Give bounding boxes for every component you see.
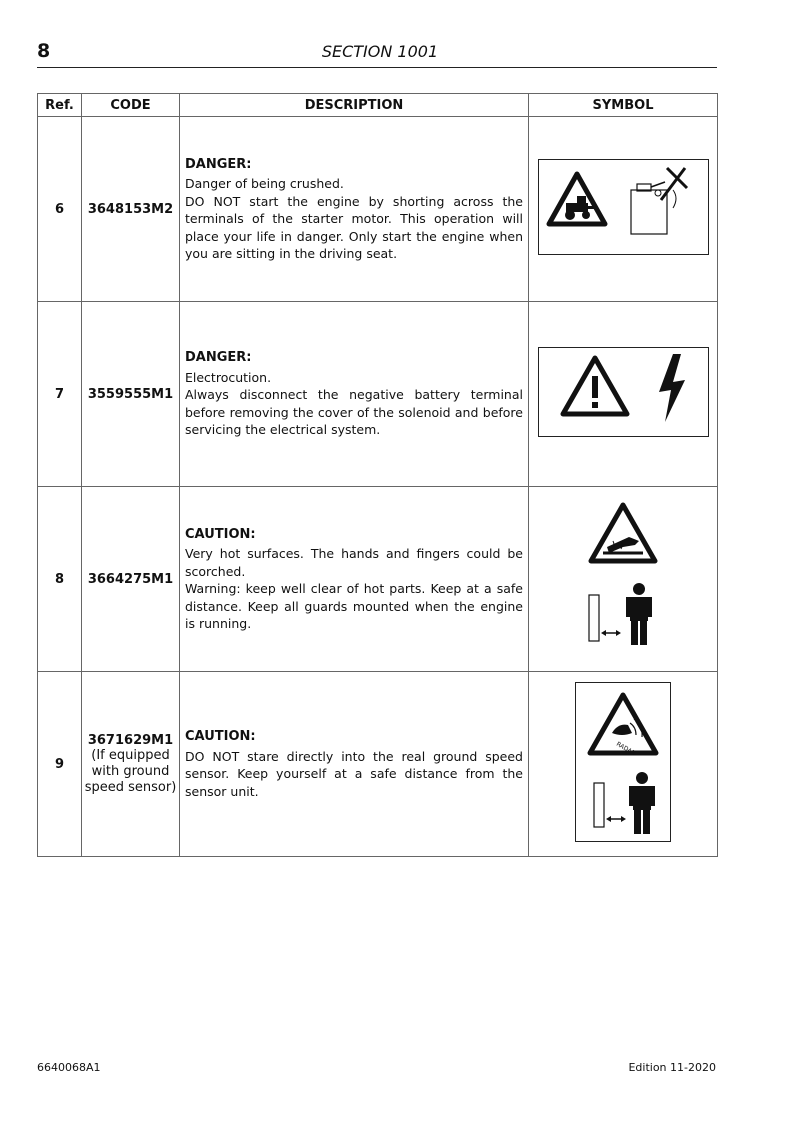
code-cell <box>82 672 180 857</box>
code-cell <box>82 117 180 302</box>
hot-surface-warning-icon <box>591 505 655 561</box>
column-header-code: CODE <box>82 94 180 117</box>
footer-edition: Edition 11-2020 <box>628 1061 716 1074</box>
symbol-cell <box>529 672 718 857</box>
description-line: DO NOT start the engine by shorting across the terminals of the starter motor. This operation will place your life in danger. Only start the engine when you are sitting in the driving seat. <box>185 193 523 261</box>
symbol-decal <box>538 159 709 255</box>
description-line: Electrocution. <box>185 369 272 385</box>
description-cell <box>180 117 529 302</box>
symbol-cell <box>529 487 718 672</box>
table-row <box>38 302 718 487</box>
description-cell <box>180 302 529 487</box>
safe-distance-icon <box>589 583 652 645</box>
description-line: Warning: keep well clear of hot parts. Keep at a safe distance. Keep all guards mounted when the engine is running. <box>185 581 523 631</box>
symbol-decal <box>575 682 671 842</box>
crush-warning-icon <box>549 174 605 224</box>
table-row <box>38 672 718 857</box>
table-row <box>38 117 718 302</box>
description-line: Danger of being crushed. <box>185 176 344 191</box>
description-cell <box>180 672 529 857</box>
column-header-ref: Ref. <box>38 94 82 117</box>
description-line: Always disconnect the negative battery terminal before removing the cover of the solenoid and before servicing the electrical system. <box>185 387 523 438</box>
description-cell <box>180 487 529 672</box>
section-title: SECTION 1001 <box>321 42 439 61</box>
starter-motor-shorting-icon <box>631 168 687 234</box>
lightning-bolt-icon <box>659 354 685 422</box>
column-header-description: DESCRIPTION <box>180 94 529 117</box>
hazard-heading: CAUTION: <box>185 729 256 744</box>
part-code: 3671629M1 <box>87 732 174 748</box>
hazard-heading: DANGER: <box>185 350 252 366</box>
footer-document-code: 6640068A1 <box>37 1061 101 1074</box>
ref-cell: 6 <box>38 117 82 302</box>
radar-warning-icon <box>590 695 656 757</box>
code-note: (If equipped with ground speed sensor) <box>84 747 177 795</box>
code-cell <box>82 302 180 487</box>
page-number: 8 <box>37 40 51 62</box>
part-code: 3559555M1 <box>87 386 174 402</box>
safety-labels-table <box>37 93 718 857</box>
column-header-symbol: SYMBOL <box>529 94 718 117</box>
symbol-cell <box>529 117 718 302</box>
ref-cell: 8 <box>38 487 82 672</box>
code-cell <box>82 487 180 672</box>
ref-cell: 7 <box>38 302 82 487</box>
description-line: DO NOT stare directly into the real ground speed sensor. Keep yourself at a safe distance from the sensor unit. <box>185 748 523 799</box>
safe-distance-icon <box>594 772 655 834</box>
part-code: 3664275M1 <box>87 571 174 587</box>
symbol-cell <box>529 302 718 487</box>
table-row <box>38 487 718 672</box>
description-line: Very hot surfaces. The hands and fingers could be scorched. <box>185 546 523 579</box>
part-code: 3648153M2 <box>87 201 174 217</box>
hazard-heading: CAUTION: <box>185 526 256 542</box>
radar-label: RADAR <box>615 740 637 758</box>
ref-cell: 9 <box>38 672 82 857</box>
hazard-heading: DANGER: <box>185 156 252 172</box>
header-rule <box>37 67 717 68</box>
table-header-row <box>38 94 718 117</box>
exclamation-warning-icon <box>563 358 627 414</box>
symbol-decal <box>538 347 709 437</box>
